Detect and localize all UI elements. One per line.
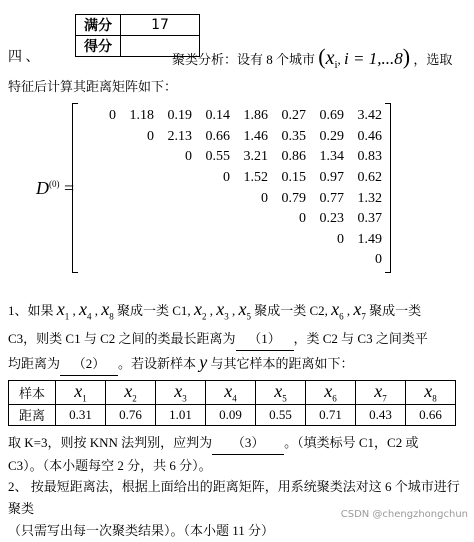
sample-variable: $x_6$ — [331, 299, 344, 322]
sample-variable: $x_7$ — [374, 381, 387, 404]
matrix-cell: 1.34 — [319, 149, 344, 165]
matrix-row — [78, 127, 382, 148]
matrix-row — [78, 147, 382, 168]
matrix-cell: 2.13 — [167, 128, 192, 144]
matrix-row — [78, 188, 382, 209]
matrix-empty-cell — [230, 209, 268, 230]
watermark: CSDN @chengzhongchun — [340, 509, 468, 520]
matrix-empty-cell — [116, 188, 154, 209]
matrix-cell: 0 — [299, 211, 306, 227]
matrix-empty-cell — [230, 250, 268, 271]
matrix-cell: 3.42 — [357, 108, 382, 124]
knn-line2: C3）。（本小题每空 2 分，共 6 分）。 — [8, 458, 212, 473]
sample-distance-table — [8, 380, 456, 426]
matrix-cell: 0.14 — [205, 108, 230, 124]
sample-distance-value: 0.76 — [106, 404, 156, 425]
sample-distance-value: 0.55 — [256, 404, 306, 425]
sample-head-label: 样本 — [9, 381, 56, 405]
sample-column-header — [256, 381, 306, 405]
full-score-value: 17 — [121, 15, 200, 36]
matrix-cell: 0 — [185, 149, 192, 165]
knn-tail: 。（填类标号 C1，C2 或 — [284, 435, 419, 450]
blank-1: （1） — [236, 328, 294, 351]
cluster-c1-text: 聚成一类 C1, — [117, 303, 191, 318]
sample-column-header — [356, 381, 406, 405]
matrix-cell: 0.83 — [357, 149, 382, 165]
matrix-cell: 0.66 — [205, 128, 230, 144]
blank-2: （2） — [60, 353, 118, 376]
part1-paragraph — [8, 298, 470, 376]
part1-mid: ，类 C2 与 C3 之间类平 — [293, 330, 428, 346]
matrix-empty-cell — [154, 168, 192, 189]
matrix-cell: 0.29 — [319, 128, 344, 144]
matrix-cell: 0.79 — [281, 190, 306, 206]
sample-variable: $x_7$ — [353, 299, 366, 322]
matrix-empty-cell — [116, 230, 154, 251]
matrix-cell: 0 — [261, 190, 268, 206]
matrix-empty-cell — [78, 188, 116, 209]
matrix-cell: 1.49 — [357, 231, 382, 247]
full-score-label: 满分 — [76, 15, 121, 36]
sample-variable: $x_4$ — [224, 381, 237, 404]
sample-distance-value: 0.43 — [356, 404, 406, 425]
question-number: 四 、 — [8, 50, 40, 65]
matrix-cell: 0 — [109, 108, 116, 124]
sample-column-header — [156, 381, 206, 405]
matrix-cell: 1.52 — [243, 170, 268, 186]
matrix-row — [78, 106, 382, 127]
part2-line1: 2、 按最短距离法，根据上面给出的距离矩阵，用系统聚类法对这 6 个城市进行聚类 — [8, 479, 460, 516]
matrix-cell: 0.27 — [281, 108, 306, 124]
got-score-label: 得分 — [76, 36, 121, 57]
matrix-empty-cell — [116, 250, 154, 271]
sample-column-header — [406, 381, 456, 405]
sample-distance-value: 0.71 — [306, 404, 356, 425]
matrix-cell: 0.19 — [167, 108, 192, 124]
matrix-cell: 0 — [147, 128, 154, 144]
matrix-empty-cell — [78, 147, 116, 168]
sample-column-header — [56, 381, 106, 405]
sample-column-header — [206, 381, 256, 405]
sample-distance-value: 0.66 — [406, 404, 456, 425]
matrix-cell: 0 — [337, 231, 344, 247]
matrix-cell: 0.23 — [319, 211, 344, 227]
matrix-cell: 0.37 — [357, 211, 382, 227]
matrix-cell: 1.18 — [129, 108, 154, 124]
matrix-cell: 0.86 — [281, 149, 306, 165]
matrix-empty-cell — [78, 127, 116, 148]
cluster-c3-items: $x_6$ , $x_7$ — [331, 299, 366, 322]
sample-column-header — [306, 381, 356, 405]
matrix-cell: 0.62 — [357, 170, 382, 186]
matrix-empty-cell — [116, 147, 154, 168]
matrix-empty-cell — [192, 188, 230, 209]
question-intro: 聚类分析：设有 8 个城市 — [172, 52, 316, 67]
c1-c2-distance-text: C3，则类 C1 与 C2 之间的类最长距离为 — [8, 330, 236, 346]
sample-variable: $x_2$ — [124, 381, 137, 404]
cluster-c2-items: $x_2$ , $x_3$ , $x_5$ — [193, 299, 251, 322]
matrix-cell: 0.46 — [357, 128, 382, 144]
matrix-empty-cell — [116, 168, 154, 189]
matrix-empty-cell — [192, 250, 230, 271]
matrix-empty-cell — [306, 250, 344, 271]
matrix-empty-cell — [268, 230, 306, 251]
matrix-cell: 0.97 — [319, 170, 344, 186]
sample-table-header-row — [9, 381, 456, 405]
matrix-empty-cell — [192, 230, 230, 251]
matrix-cell: 0.69 — [319, 108, 344, 124]
blank-3: （3） — [212, 432, 284, 455]
city-subscript: i — [334, 59, 338, 71]
matrix-empty-cell — [78, 230, 116, 251]
part1-tail2: 与其它样本的距离如下： — [210, 355, 354, 371]
city-variable: x — [325, 47, 335, 69]
matrix-row — [78, 230, 382, 251]
matrix-row — [78, 250, 382, 271]
matrix-empty-cell — [230, 230, 268, 251]
sample-variable: $x_5$ — [274, 381, 287, 404]
matrix-cell: 1.32 — [357, 190, 382, 206]
distance-matrix — [78, 106, 382, 271]
matrix-empty-cell — [154, 188, 192, 209]
matrix-empty-cell — [154, 230, 192, 251]
sample-variable: $x_1$ — [74, 381, 87, 404]
sample-variable: $x_4$ — [79, 299, 92, 322]
matrix-cell: 3.21 — [243, 149, 268, 165]
matrix-empty-cell — [78, 209, 116, 230]
distance-row-label: 距离 — [9, 404, 56, 425]
sample-column-header — [106, 381, 156, 405]
cluster-c2-text: 聚成一类 C2, — [254, 303, 328, 318]
sample-variable: $x_8$ — [101, 299, 114, 322]
matrix-row — [78, 209, 382, 230]
sample-variable: $x_6$ — [324, 381, 337, 404]
matrix-empty-cell — [78, 168, 116, 189]
sample-table-value-row — [9, 404, 456, 425]
sample-variable: $x_8$ — [424, 381, 437, 404]
matrix-label: $D^{(0)}$ = — [36, 178, 75, 198]
matrix-empty-cell — [116, 209, 154, 230]
matrix-cell: 1.46 — [243, 128, 268, 144]
matrix-empty-cell — [192, 209, 230, 230]
matrix-cell: 0.55 — [205, 149, 230, 165]
sample-variable: $x_1$ — [56, 299, 70, 322]
matrix-cell: 1.86 — [243, 108, 268, 124]
matrix-cell: 0.35 — [281, 128, 306, 144]
part1-prefix: 1、如果 — [8, 303, 54, 318]
sample-variable: $x_3$ — [216, 299, 229, 322]
knn-paragraph — [8, 432, 470, 477]
matrix-cell: 0 — [375, 252, 382, 268]
matrix-cell: 0 — [223, 170, 230, 186]
city-range: i = 1,...8 — [344, 49, 403, 68]
question-intro-tail: ，选取 — [413, 52, 453, 67]
sample-variable: $x_2$ — [193, 299, 207, 322]
cluster-c1-items: $x_1$ , $x_4$ , $x_8$ — [56, 299, 114, 322]
question-line2: 特征后计算其距离矩阵如下： — [8, 79, 178, 94]
sample-variable: $x_3$ — [174, 381, 187, 404]
sample-variable: $x_5$ — [238, 299, 251, 322]
matrix-row — [78, 168, 382, 189]
avg-distance-text: 均距离为 — [8, 355, 61, 371]
part2-line2: （只需写出每一次聚类结果）。（本小题 11 分） — [8, 523, 275, 538]
question-intro-line: 聚类分析：设有 8 个城市 ($x_i$, i = 1,...8) ，选取 — [172, 44, 453, 71]
matrix-empty-cell — [268, 250, 306, 271]
cluster-c3-text: 聚成一类 — [369, 303, 422, 318]
matrix-cell: 0.77 — [319, 190, 344, 206]
sample-distance-value: 0.31 — [56, 404, 106, 425]
new-sample-variable: y — [199, 351, 208, 372]
matrix-empty-cell — [78, 250, 116, 271]
matrix-cell: 0.15 — [281, 170, 306, 186]
matrix-empty-cell — [154, 209, 192, 230]
matrix-empty-cell — [154, 250, 192, 271]
part1-tail: 。若设新样本 — [118, 355, 197, 371]
sample-distance-value: 1.01 — [156, 404, 206, 425]
knn-text: 取 K=3，则按 KNN 法判别，应判为 — [8, 435, 213, 450]
sample-distance-value: 0.09 — [206, 404, 256, 425]
